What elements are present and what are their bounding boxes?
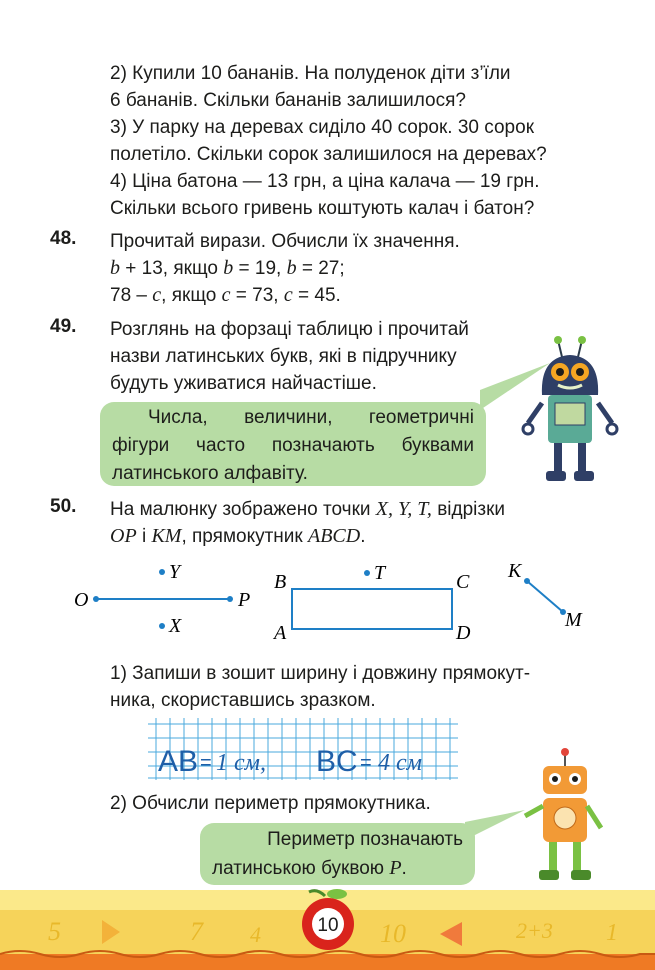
label-p: P (238, 589, 251, 611)
point-x (159, 623, 165, 629)
problem-50-number: 50. (50, 496, 77, 517)
variable: c (221, 284, 231, 306)
text-line: 1) Запиши в зошит ширину і довжину прямокут- (110, 663, 531, 684)
bubble-line: Числа, величини, геометричні (148, 407, 474, 428)
robot-illustration (515, 748, 605, 888)
variables: X, Y, T, (375, 498, 432, 520)
label-k: K (508, 560, 522, 582)
expression-line (110, 282, 602, 309)
bubble-line: Периметр позначають (267, 829, 463, 850)
rectangle-abcd (292, 589, 452, 629)
text: . (401, 858, 407, 879)
sample-ab: AB (158, 745, 199, 778)
point-k (524, 578, 530, 584)
variable: b (223, 257, 234, 279)
sample-value-1: 1 см, (216, 750, 266, 776)
label-b: B (274, 571, 287, 593)
problem-49-number: 49. (50, 316, 77, 337)
variable: b (110, 257, 120, 279)
text: = 19, (233, 258, 287, 279)
text: відрізки (431, 499, 506, 520)
text-line (110, 523, 602, 550)
text-line: Розглянь на форзаці таблицю і прочитай (110, 319, 469, 340)
text: латинською буквою (212, 858, 390, 879)
text-line: назви латинських букв, які в підручнику (110, 346, 457, 367)
text: + 13, якщо (120, 258, 224, 279)
problem-48-number: 48. (50, 228, 77, 249)
problem-50-text (110, 496, 602, 550)
text-line: 2) Купили 10 бананів. На полуденок діти з’їли (110, 63, 511, 84)
text-line: Скільки всього гривень коштують калач і батон? (110, 198, 535, 219)
sample-value-2: 4 см (378, 750, 422, 776)
hint-bubble (200, 823, 475, 885)
page-number: 10 (317, 915, 339, 936)
bubble-line: латинського алфавіту. (112, 463, 308, 484)
label-o: O (74, 589, 89, 611)
text: . (360, 526, 366, 547)
variable: b (286, 257, 297, 279)
variable: KM (151, 525, 182, 547)
text-line: Прочитай вирази. Обчисли їх значення. (110, 231, 460, 252)
task-2: 2) Обчисли периметр прямокутника. (110, 793, 431, 814)
variable: OP (110, 525, 137, 547)
text-line: 3) У парку на деревах сиділо 40 сорок. 30 сорок (110, 117, 535, 138)
label-y: Y (169, 561, 181, 583)
sample-bc: BC (316, 745, 358, 778)
text-line: будуть уживатися найчастіше. (110, 373, 377, 394)
page-number-badge (295, 888, 361, 950)
text: = 45. (292, 285, 341, 306)
text-line: полетіло. Скільки сорок залишилося на деревах? (110, 144, 547, 165)
decor-digit: 7 (190, 917, 203, 946)
expression-line (110, 255, 602, 282)
point-p (227, 596, 233, 602)
robot-illustration (520, 335, 620, 485)
label-m: M (565, 609, 582, 631)
point-t (364, 570, 370, 576)
variable: c (152, 284, 162, 306)
text: , прямокутник (181, 526, 308, 547)
text: = 27; (296, 258, 345, 279)
task-1 (110, 660, 602, 714)
decor-digit: 10 (380, 919, 406, 948)
bubble-line: фігури часто позначають буквами (112, 435, 474, 456)
text: На малюнку зображено точки (110, 499, 376, 520)
decor-digit: 1 (606, 920, 618, 946)
label-a: A (274, 622, 287, 644)
text-line: ника, скориставшись зразком. (110, 690, 376, 711)
point-o (93, 596, 99, 602)
hint-bubble (100, 402, 486, 486)
sample-equals: = (200, 752, 212, 774)
decor-digit: 5 (48, 917, 61, 946)
variable: ABCD (308, 525, 361, 547)
sample-equals: = (360, 752, 372, 774)
variable: P (389, 857, 402, 879)
label-x: X (169, 615, 182, 637)
text-line: 6 бананів. Скільки бананів залишилося? (110, 90, 466, 111)
decor-digit: 2+3 (516, 918, 553, 943)
problem-48-text (110, 228, 602, 309)
text: , якщо (161, 285, 222, 306)
bubble-line (212, 854, 463, 883)
variable: c (283, 284, 293, 306)
problem-47-continuation (110, 60, 602, 222)
text-line (110, 496, 602, 523)
geometry-figure (60, 555, 600, 650)
text-line: 4) Ціна батона — 13 грн, а ціна калача — 19 грн. (110, 171, 540, 192)
notebook-sample-grid (148, 718, 458, 780)
label-t: T (374, 562, 386, 584)
label-c: C (456, 571, 470, 593)
text: 78 – (110, 285, 153, 306)
decor-digit: 4 (250, 922, 261, 947)
text: і (136, 526, 152, 547)
segment-km (527, 581, 563, 612)
point-y (159, 569, 165, 575)
text: = 73, (230, 285, 284, 306)
label-d: D (456, 622, 471, 644)
